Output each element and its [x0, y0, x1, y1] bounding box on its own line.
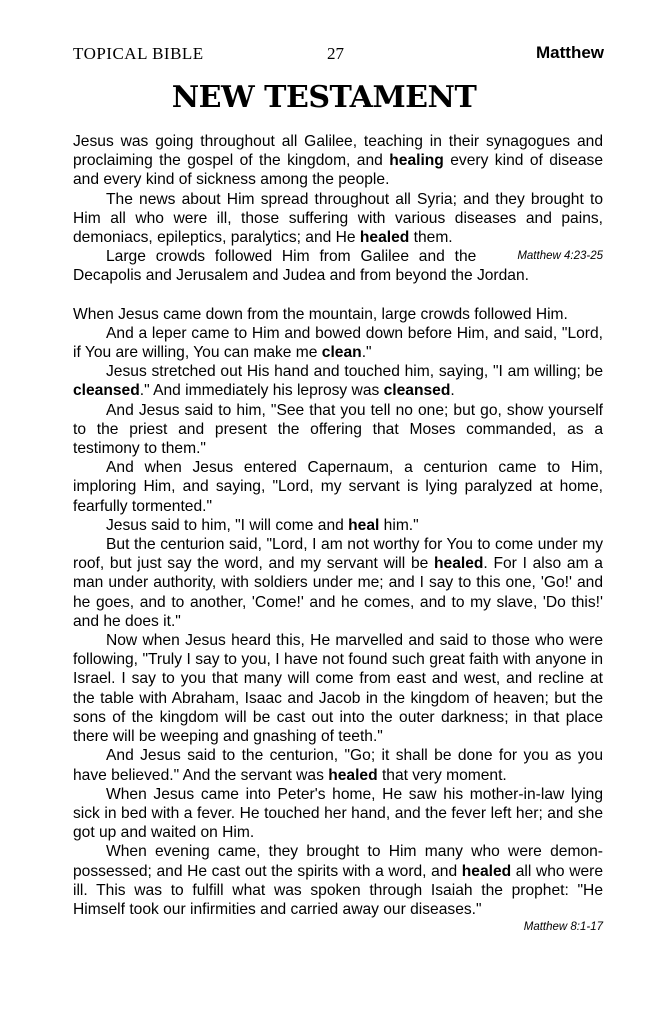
keyword: healing — [389, 152, 444, 170]
scripture-reference: Matthew 4:23-25 — [517, 250, 603, 263]
keyword: healed — [461, 862, 512, 880]
scripture-reference: Matthew 8:1-17 — [523, 921, 603, 934]
body-text — [73, 132, 603, 935]
paragraph: Jesus said to him, "I will come and heal him." — [106, 516, 419, 534]
paragraph: Jesus was going throughout all Galilee, teaching in their synagogues and proclaiming the gospel of the kingdom, and healing every kind of disease and every kind of sickness among the people. — [73, 133, 603, 189]
keyword: healed — [328, 766, 378, 784]
keyword: cleansed — [73, 382, 140, 400]
paragraph: When Jesus came into Peter's home, He saw his mother-in-law lying sick in bed with a fever. He touched her hand, and the fever left her; and she got up and waited on Him. — [73, 785, 603, 842]
keyword: healed — [434, 555, 484, 573]
paragraph: When evening came, they brought to Him many who were demon-possessed; and He cast out the spirits with a word, and healed all who were ill. This was to fulfill what was spoken through Isaiah the prophet: "He Himself took our infirmities and carried away our diseases." — [73, 843, 603, 918]
page-number: 27 — [327, 44, 344, 63]
chapter-title: Matthew — [536, 43, 604, 62]
running-header — [73, 40, 604, 64]
paragraph: But the centurion said, "Lord, I am not worthy for You to come under my roof, but just say the word, and my servant will be healed. For I also am a man under authority, with soldiers under me; and I say to this one, 'Go!' and he goes, and to another, 'Come!' and he comes, and to my slave, 'Do this!' and he does it." — [73, 536, 603, 630]
paragraph: And Jesus said to him, "See that you tell no one; but go, show yourself to the priest and present the offering that Moses commanded, as a testimony to them." — [73, 401, 603, 458]
paragraph: Matthew 4:23-25 Large crowds followed Him from Galilee and the Decapolis and Jerusalem and Judea and from beyond the Jordan. — [73, 248, 603, 285]
keyword: heal — [348, 516, 380, 534]
keyword: cleansed — [383, 382, 451, 400]
section-title: NEW TESTAMENT — [171, 80, 477, 115]
book-title: TOPICAL BIBLE — [73, 44, 204, 63]
paragraph: When Jesus came down from the mountain, large crowds followed Him. — [73, 305, 568, 323]
keyword: clean — [321, 344, 362, 362]
paragraph: Now when Jesus heard this, He marvelled and said to those who were following, "Truly I say to you, I have not found such great faith with anyone in Israel. I say to you that many will come from east and west, and recline at the table with Abraham, Isaac and Jacob in the kingdom of heaven; but the sons of the kingdom will be cast out into the outer darkness; in that place there will be weeping and gnashing of teeth." — [73, 632, 603, 746]
paragraph: And a leper came to Him and bowed down before Him, and said, "Lord, if You are willing, You can make me clean." — [73, 324, 603, 362]
keyword: healed — [359, 229, 410, 247]
paragraph: And when Jesus entered Capernaum, a centurion came to Him, imploring Him, and saying, "Lord, my servant is lying paralyzed at home, fearfully tormented." — [73, 459, 603, 515]
paragraph: The news about Him spread throughout all Syria; and they brought to Him all who were ill, those suffering with various diseases and pains, demoniacs, epileptics, paralytics; and He healed them. — [73, 190, 603, 247]
paragraph: And Jesus said to the centurion, "Go; it shall be done for you as you have believed." And the servant was healed that very moment. — [73, 747, 603, 784]
paragraph: Jesus stretched out His hand and touched him, saying, "I am willing; be cleansed." And immediately his leprosy was cleansed. — [73, 363, 603, 400]
